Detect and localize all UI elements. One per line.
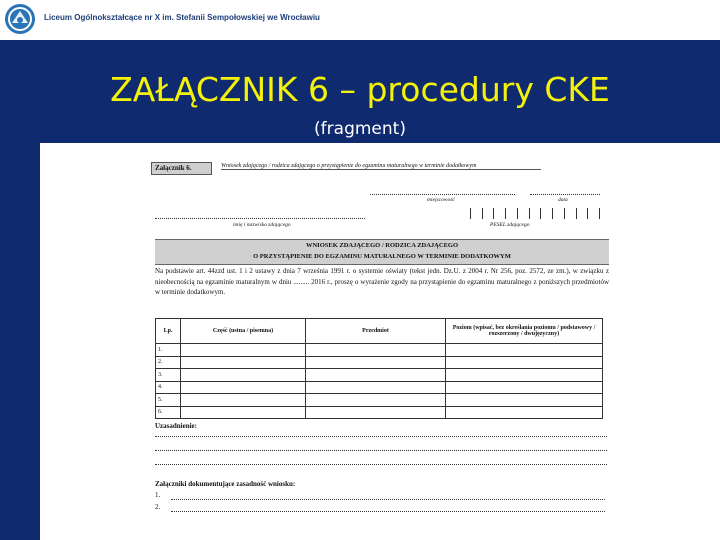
slide-subtitle: (fragment) (314, 119, 406, 139)
attachment-line (171, 511, 605, 512)
name-label: imię i nazwisko zdającego (233, 222, 291, 228)
table-header-cell: Przedmiot (306, 319, 446, 344)
place-label: miejscowość (427, 197, 455, 203)
left-sidebar (0, 143, 40, 540)
pesel-boxes (470, 208, 600, 219)
form-title (155, 239, 609, 265)
attachments-label: Załączniki dokumentujące zasadność wniosku: (155, 480, 296, 488)
row-number: 2. (156, 356, 181, 369)
slide-title: ZAŁĄCZNIK 6 – procedury CKE (110, 70, 610, 109)
pesel-label: PESEL zdającego (490, 222, 530, 228)
table-row (156, 344, 603, 357)
table-header-cell: Część (ustna / pisemna) (181, 319, 306, 344)
scanned-form (145, 160, 615, 520)
table-row (156, 356, 603, 369)
date-label: data (558, 197, 568, 203)
form-body-text: Na podstawie art. 44zzd ust. 1 i 2 ustawy z dnia 7 września 1991 r. o systemie oświaty (tekst jedn. Dz.U. z 2004 r. Nr 256, poz. 2572, ze zm.), w związku z nieobecnością na egzaminie maturalnym w dniu ......... 2016 r., proszę o wyrażenie zgody na przystąpienie do egzaminu maturalnego z poniższych przedmiotów w terminie dodatkowym. (155, 267, 609, 296)
row-number: 5. (156, 394, 181, 407)
attachment-number: 2. (155, 503, 161, 511)
subjects-table (155, 318, 603, 419)
place-line (370, 194, 515, 195)
table-row (156, 394, 603, 407)
table-header-cell: Poziom (wpisać, bez określania poziomu / podstawowy / rozszerzony / dwujęzyczny) (446, 319, 603, 344)
justification-line (155, 464, 607, 465)
name-line (155, 218, 365, 219)
row-number: 6. (156, 406, 181, 419)
top-bar (0, 0, 720, 40)
table-header-cell: Lp. (156, 319, 181, 344)
form-title-line-1: WNIOSEK ZDAJĄCEGO / RODZICA ZDAJĄCEGO (305, 242, 459, 249)
row-number: 4. (156, 381, 181, 394)
form-header-note: Wniosek zdającego / rodzica zdającego o przystąpienie do egzaminu maturalnego w terminie dodatkowym (221, 163, 541, 170)
attachment-label: Załącznik 6. (151, 162, 212, 175)
date-line (530, 194, 600, 195)
attachment-line (171, 499, 605, 500)
row-number: 3. (156, 369, 181, 382)
table-row (156, 369, 603, 382)
school-name: Liceum Ogólnokształcące nr X im. Stefanii Sempołowskiej we Wrocławiu (44, 13, 320, 22)
justification-line (155, 450, 607, 451)
table-row (156, 406, 603, 419)
school-logo (4, 3, 36, 35)
table-header-row (156, 319, 603, 344)
justification-label: Uzasadnienie: (155, 422, 197, 430)
attachment-number: 1. (155, 491, 161, 499)
table-row (156, 381, 603, 394)
row-number: 1. (156, 344, 181, 357)
justification-line (155, 436, 607, 437)
form-title-line-2: O PRZYSTĄPIENIE DO EGZAMINU MATURALNEGO W TERMINIE DODATKOWYM (253, 253, 511, 260)
